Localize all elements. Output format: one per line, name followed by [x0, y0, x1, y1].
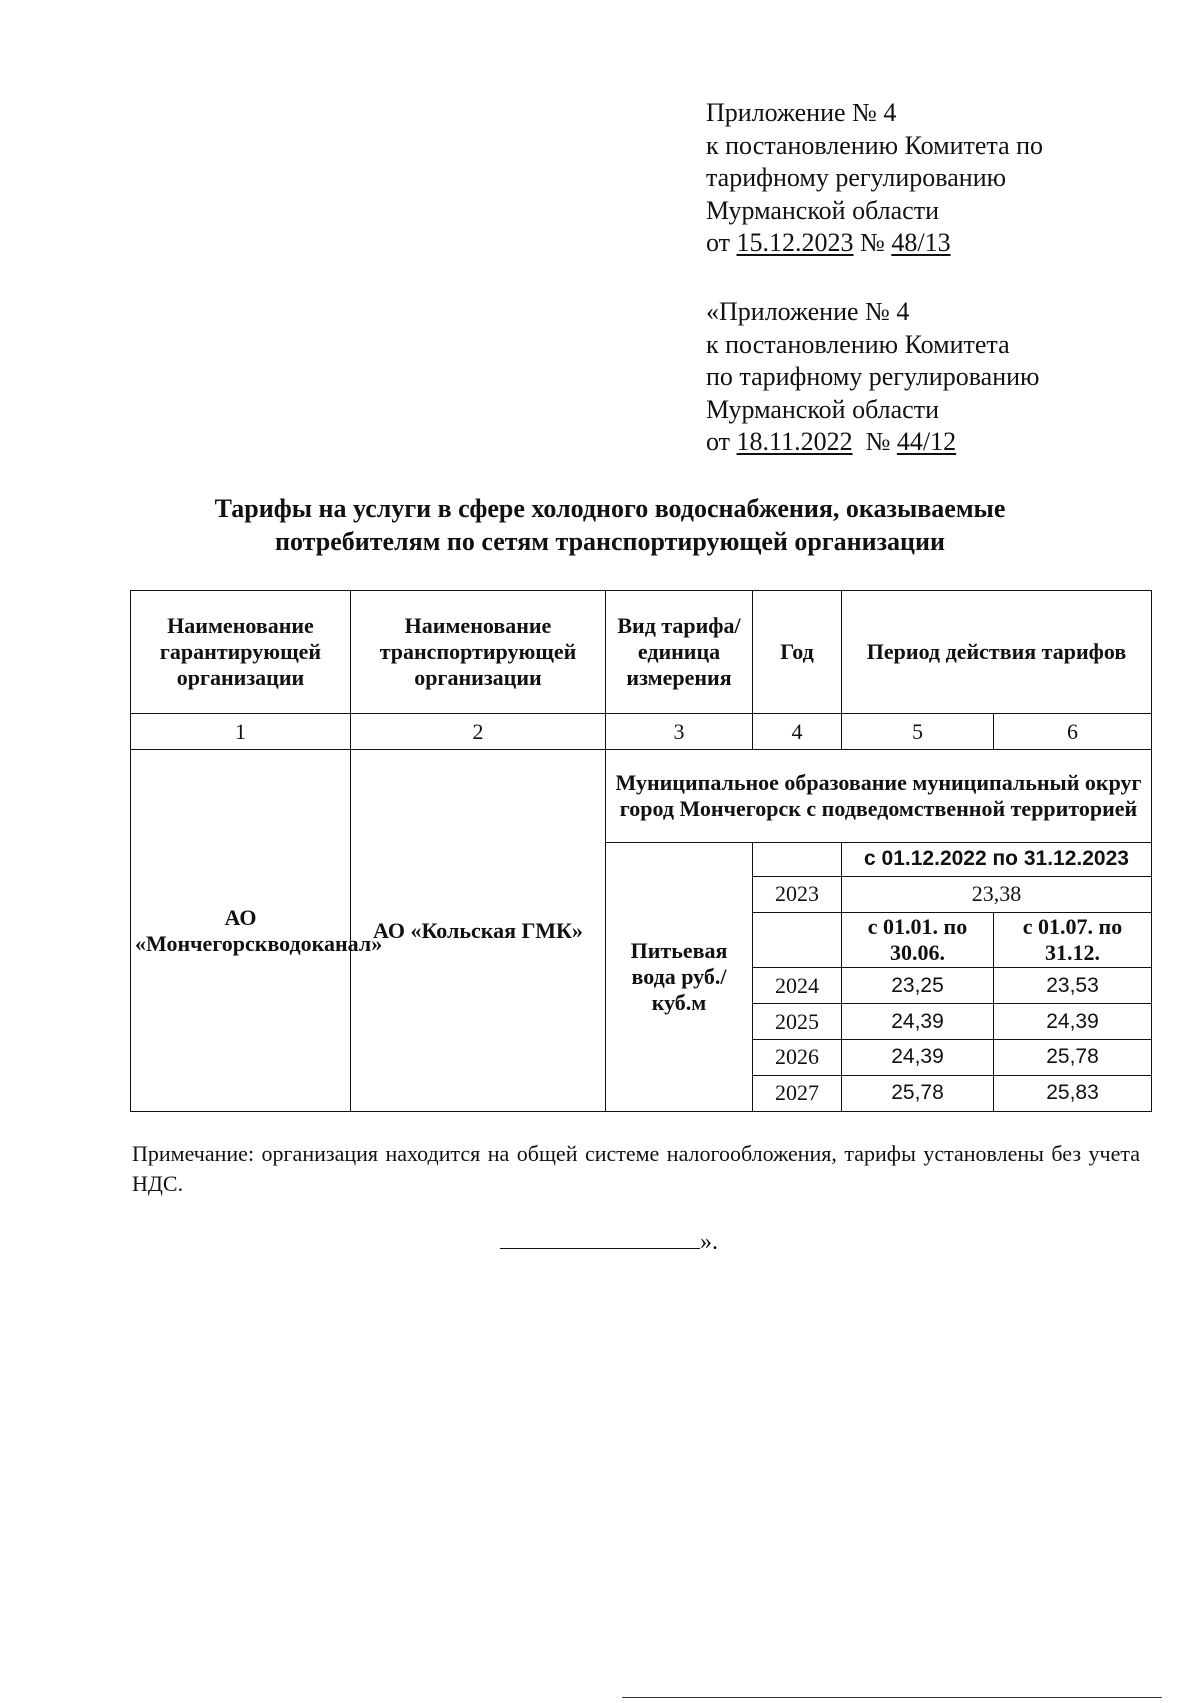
- value-cell: 24,39: [842, 1040, 994, 1076]
- closing-mark: [500, 1228, 718, 1256]
- appendix-title: «Приложение № 4: [706, 297, 910, 326]
- header-transporting-org: Наименование транспортирующей организации: [351, 591, 606, 714]
- value-cell: 25,83: [994, 1075, 1152, 1111]
- value-cell: 24,39: [842, 1004, 994, 1040]
- note-text: Примечание: организация находится на общей системе налогообложения, тарифы установлены без учета НДС.: [132, 1141, 1140, 1196]
- value-cell: 23,53: [994, 968, 1152, 1004]
- guaranteeing-org-cell: АО «Мончегорскводоканал»: [131, 750, 351, 1112]
- appendix-date-line: [706, 426, 1146, 459]
- header-guaranteeing-org: Наименование гарантирующей организации: [131, 591, 351, 714]
- column-number: 4: [753, 714, 842, 750]
- empty-year-cell: [753, 912, 842, 967]
- document-title: [110, 492, 1110, 558]
- value-cell: 23,25: [842, 968, 994, 1004]
- date-prefix: от: [706, 427, 737, 456]
- title-line: потребителям по сетям транспортирующей организации: [275, 527, 945, 556]
- municipality-cell: Муниципальное образование муниципальный округ город Мончегорск с подведомственной территорией: [606, 750, 1152, 842]
- appendix-title: Приложение № 4: [706, 98, 897, 127]
- first-period-cell: с 01.12.2022 по 31.12.2023: [842, 842, 1152, 876]
- header-year: Год: [753, 591, 842, 714]
- appendix-line: Мурманской области: [706, 394, 939, 424]
- tariff-type-cell: Питьевая вода руб./куб.м: [606, 842, 753, 1111]
- column-number: 1: [131, 714, 351, 750]
- half-year-2-cell: с 01.07. по 31.12.: [994, 912, 1152, 967]
- closing-quote: ».: [700, 1229, 718, 1255]
- header-period: Период действия тарифов: [842, 591, 1152, 714]
- column-number: 3: [606, 714, 753, 750]
- column-number: 2: [351, 714, 606, 750]
- transporting-org-cell: АО «Кольская ГМК»: [351, 750, 606, 1112]
- year-cell: 2027: [753, 1075, 842, 1111]
- page-bottom-divider: [622, 1697, 1162, 1698]
- column-number: 5: [842, 714, 994, 750]
- number-prefix: №: [853, 228, 892, 257]
- appendix-header-current: [706, 97, 1146, 260]
- resolution-number: 44/12: [896, 427, 957, 456]
- closing-underline: [500, 1228, 700, 1249]
- appendix-line: Мурманской области: [706, 195, 939, 225]
- column-number-row: [131, 714, 1152, 750]
- value-cell: 25,78: [994, 1040, 1152, 1076]
- resolution-date: 15.12.2023: [736, 228, 854, 257]
- table-row: [131, 750, 1152, 842]
- value-cell: 24,39: [994, 1004, 1152, 1040]
- year-cell: 2026: [753, 1040, 842, 1076]
- year-cell: 2024: [753, 968, 842, 1004]
- tariff-table: [130, 590, 1152, 1112]
- column-number: 6: [994, 714, 1152, 750]
- appendix-line: к постановлению Комитета по: [706, 130, 1044, 160]
- number-prefix: №: [852, 427, 897, 456]
- year-cell: 2025: [753, 1004, 842, 1040]
- value-cell: 23,38: [842, 876, 1152, 912]
- resolution-date: 18.11.2022: [736, 427, 853, 456]
- date-prefix: от: [706, 228, 737, 257]
- appendix-line: по тарифному регулированию: [706, 362, 1040, 391]
- year-cell: 2023: [753, 876, 842, 912]
- appendix-header-previous: [706, 296, 1146, 459]
- resolution-number: 48/13: [891, 228, 951, 257]
- title-line: Тарифы на услуги в сфере холодного водоснабжения, оказываемые: [214, 494, 1006, 523]
- appendix-date-line: [706, 227, 1146, 260]
- table-header-row: [131, 591, 1152, 714]
- empty-year-cell: [753, 842, 842, 876]
- appendix-line: к постановлению Комитета: [706, 329, 1010, 359]
- header-tariff-type: Вид тарифа/ единица измерения: [606, 591, 753, 714]
- half-year-1-cell: с 01.01. по 30.06.: [842, 912, 994, 967]
- appendix-line: тарифному регулированию: [706, 163, 1007, 192]
- value-cell: 25,78: [842, 1075, 994, 1111]
